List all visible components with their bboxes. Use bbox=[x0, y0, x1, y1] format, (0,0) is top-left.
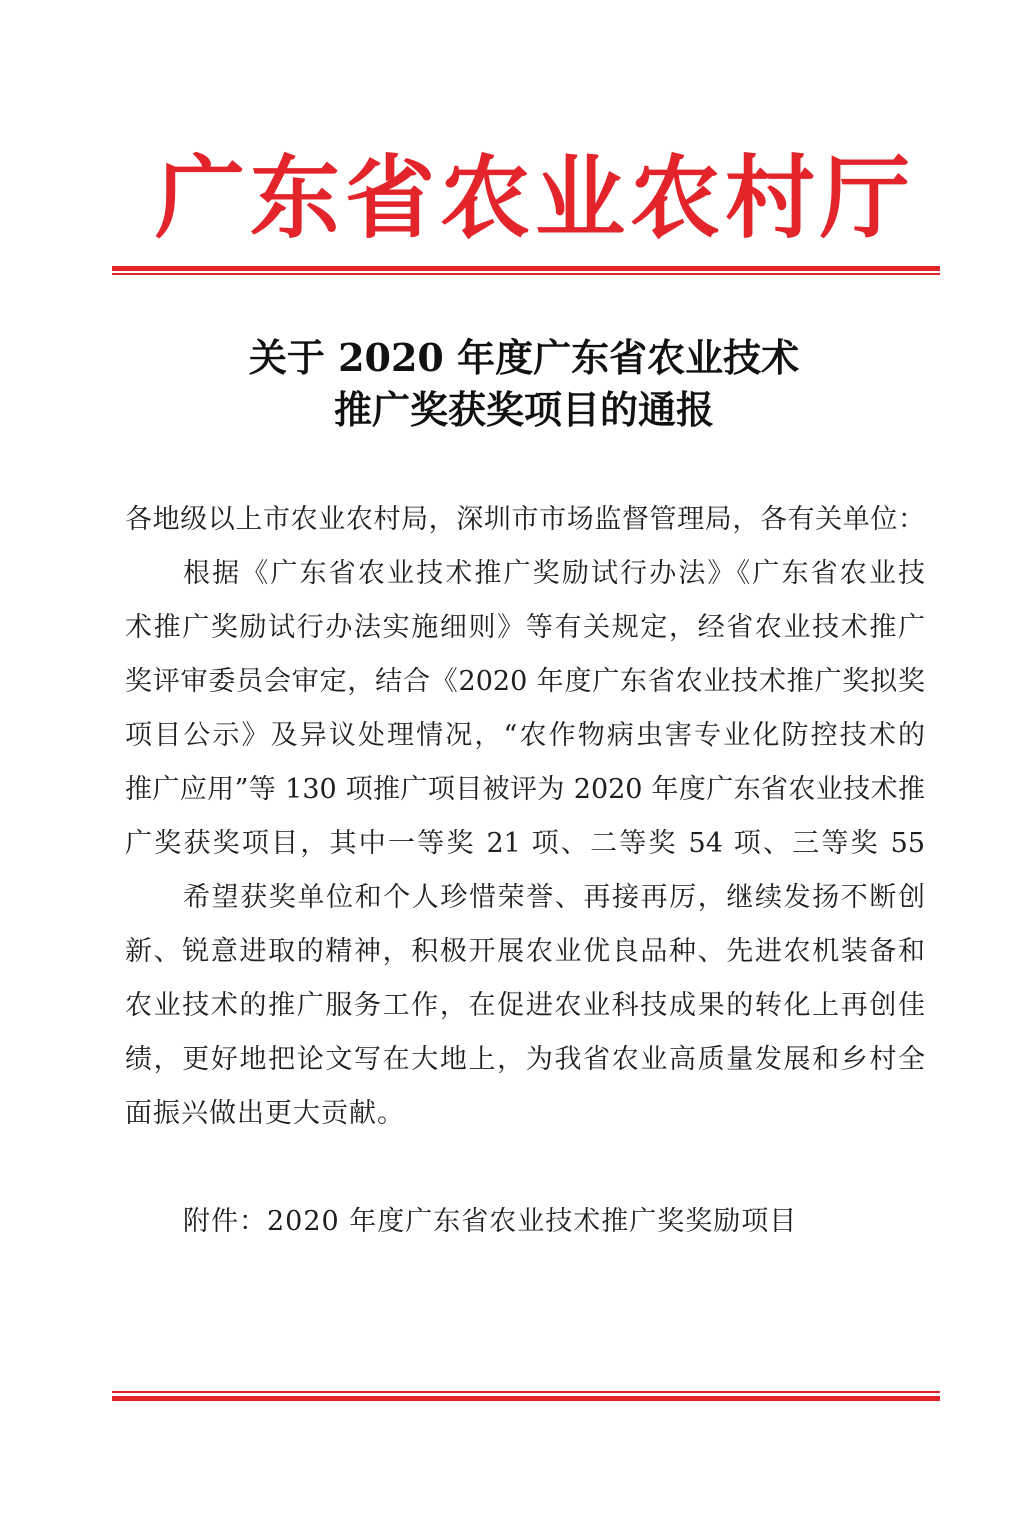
notice-title-line-1: 关于 2020 年度广东省农业技术 bbox=[248, 335, 800, 380]
paragraph-1-line: 奖评审委员会审定，结合《2020 年度广东省农业技术推广奖拟奖 bbox=[125, 666, 925, 697]
footer-divider-thick-line bbox=[112, 1396, 940, 1401]
paragraph-1-line: 推广应用”等 130 项推广项目被评为 2020 年度广东省农业技术推 bbox=[125, 774, 925, 805]
paragraph-2-line: 面振兴做出更大贡献。 bbox=[125, 1098, 405, 1129]
paragraph-2-line: 希望获奖单位和个人珍惜荣誉、再接再厉，继续发扬不断创 bbox=[183, 882, 925, 913]
footer-divider bbox=[112, 1391, 940, 1401]
footer-divider-thin-line bbox=[112, 1391, 940, 1393]
attachment-note: 附件：2020 年度广东省农业技术推广奖奖励项目 bbox=[183, 1206, 798, 1237]
paragraph-1-line: 根据《广东省农业技术推广奖励试行办法》《广东省农业技 bbox=[183, 558, 925, 589]
notice-title-line-2: 推广奖获奖项目的通报 bbox=[333, 387, 714, 432]
paragraph-2-line: 绩，更好地把论文写在大地上，为我省农业高质量发展和乡村全 bbox=[125, 1044, 925, 1075]
masthead-divider-thick-line bbox=[112, 266, 940, 271]
paragraph-1-line: 项目公示》及异议处理情况，“农作物病虫害专业化防控技术的 bbox=[125, 720, 925, 751]
paragraph-spacer bbox=[125, 1141, 925, 1195]
paragraph-1-line: 术推广奖励试行办法实施细则》等有关规定，经省农业技术推广 bbox=[125, 612, 925, 643]
masthead-divider-thin-line bbox=[112, 273, 940, 275]
masthead-divider bbox=[112, 266, 940, 275]
notice-body bbox=[125, 493, 925, 1249]
salutation: 各地级以上市农业农村局，深圳市市场监督管理局，各有关单位： bbox=[125, 504, 925, 535]
issuer-masthead: 广东省农业农村厅 bbox=[155, 145, 910, 251]
notice-title bbox=[28, 332, 1020, 436]
paragraph-2-line: 新、锐意进取的精神，积极开展农业优良品种、先进农机装备和 bbox=[125, 936, 925, 967]
paragraph-2-line: 农业技术的推广服务工作，在促进农业科技成果的转化上再创佳 bbox=[125, 990, 925, 1021]
paragraph-1-line: 广奖获奖项目，其中一等奖 21 项、二等奖 54 项、三等奖 55 bbox=[125, 828, 925, 859]
